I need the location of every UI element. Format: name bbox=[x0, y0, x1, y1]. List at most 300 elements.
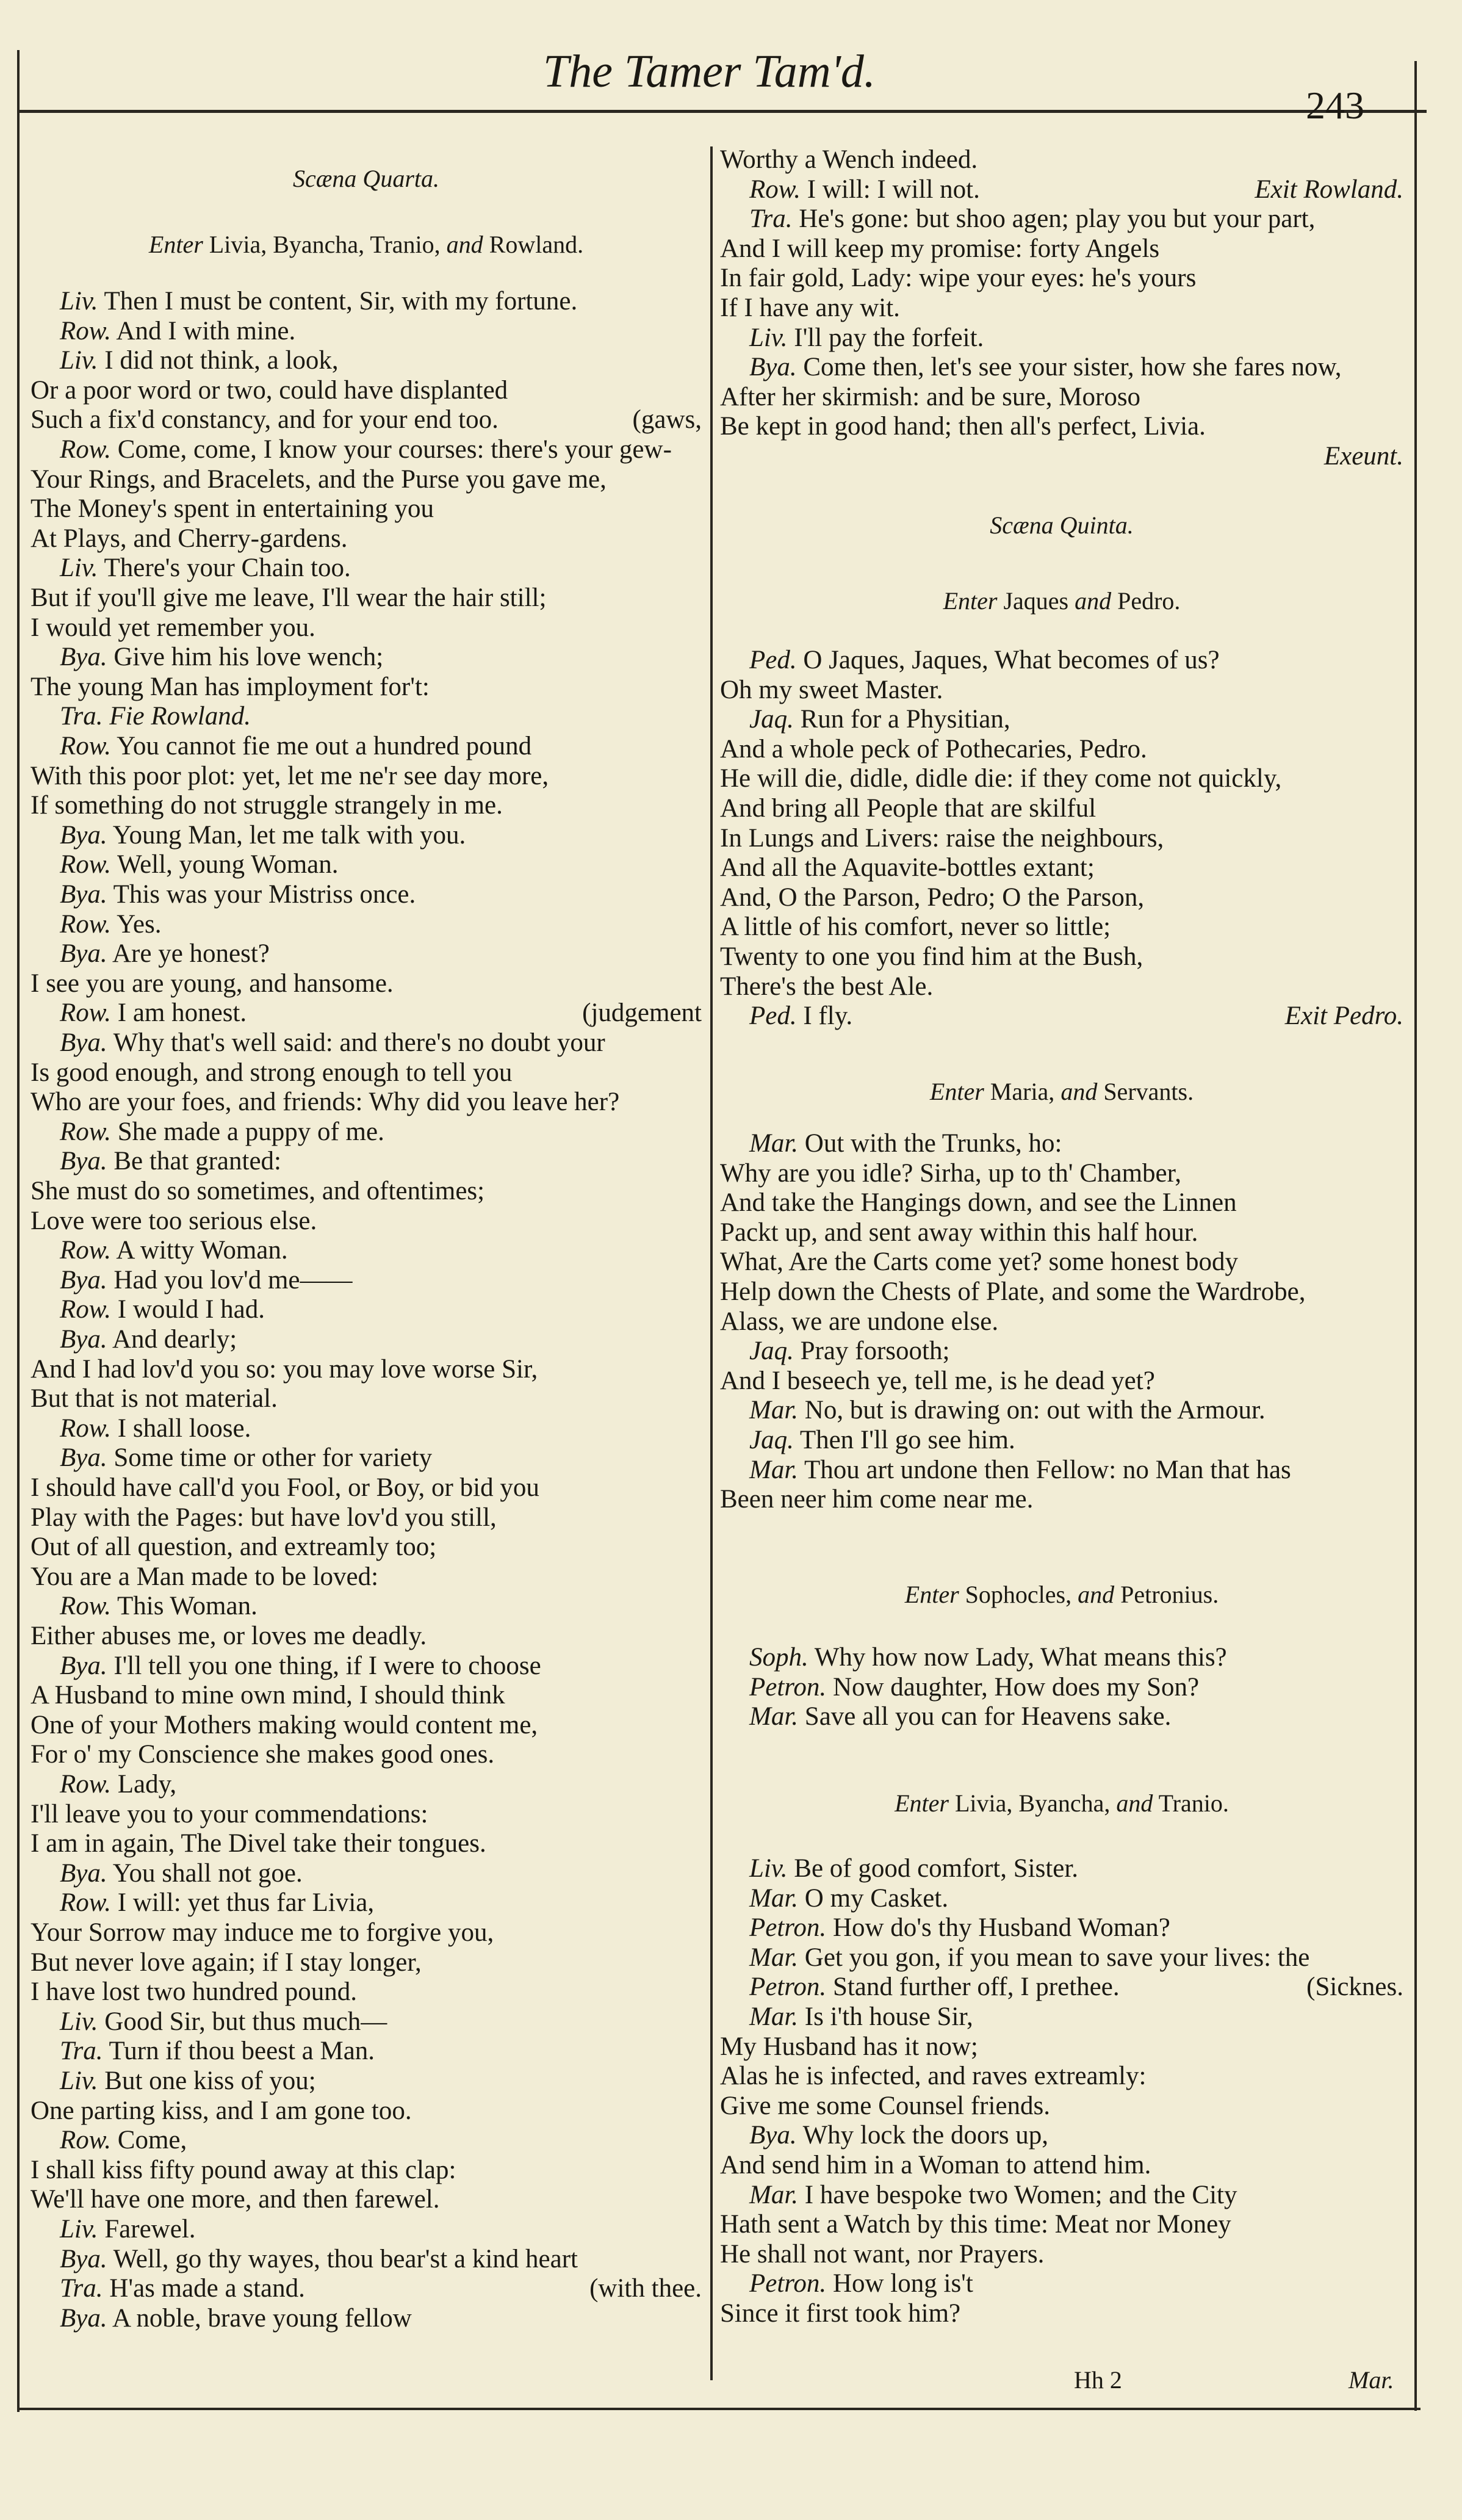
verse-line bbox=[31, 1711, 702, 1740]
verse-line bbox=[31, 1652, 702, 1681]
verse-line bbox=[31, 939, 702, 969]
verse-line bbox=[31, 2067, 702, 2096]
catchword: Mar. bbox=[1349, 2366, 1394, 2394]
line-text: You are a Man made to be loved: bbox=[31, 1562, 379, 1591]
line-text: Then I must be content, Sir, with my fortune. bbox=[104, 287, 578, 316]
line-text: Packt up, and sent away within this half hour. bbox=[720, 1218, 1198, 1247]
line-text: She must do so sometimes, and oftentimes; bbox=[31, 1177, 485, 1205]
line-text: I am honest. bbox=[117, 998, 247, 1028]
speaker-label: Row. bbox=[60, 1236, 112, 1265]
speaker-label: Jaq. bbox=[749, 1426, 794, 1454]
line-text: Why how now Lady, What means this? bbox=[814, 1643, 1227, 1672]
verse-line bbox=[720, 1973, 1403, 2002]
verse-line bbox=[31, 1207, 702, 1236]
verse-line bbox=[31, 2304, 702, 2333]
speaker-label: Liv. bbox=[60, 287, 98, 316]
speaker-label: Row. bbox=[60, 1117, 112, 1146]
speaker-label: Bya. bbox=[60, 880, 107, 909]
speaker-label: Bya. bbox=[60, 820, 107, 850]
verse-line bbox=[31, 346, 702, 375]
line-text: And a whole peck of Pothecaries, Pedro. bbox=[720, 734, 1147, 764]
line-text: But that is not material. bbox=[31, 1384, 278, 1413]
line-text: Alas he is infected, and raves extreamly: bbox=[720, 2062, 1147, 2091]
verse-line bbox=[720, 2269, 1403, 2298]
line-text: At Plays, and Cherry-gardens. bbox=[31, 524, 348, 553]
speaker-label: Soph. bbox=[749, 1643, 808, 1672]
verse-line bbox=[31, 1622, 702, 1651]
verse-line bbox=[31, 1028, 702, 1058]
verse-line bbox=[720, 2151, 1403, 2180]
line-text: Why are you idle? Sirha, up to th' Chamber, bbox=[720, 1158, 1181, 1188]
line-text: O Jaques, Jaques, What becomes of us? bbox=[803, 646, 1220, 674]
speaker-label: Tra. bbox=[60, 2274, 103, 2303]
line-text: How do's thy Husband Woman? bbox=[832, 1913, 1170, 1943]
speaker-label: Mar. bbox=[749, 2180, 799, 2209]
line-text: Either abuses me, or loves me deadly. bbox=[31, 1622, 427, 1650]
line-text: I'll leave you to your commendations: bbox=[31, 1799, 428, 1829]
verse-line bbox=[720, 2210, 1403, 2239]
line-text: I will: I will not. bbox=[807, 175, 980, 204]
verse-line bbox=[31, 880, 702, 909]
verse-line bbox=[720, 1188, 1403, 1218]
scene-title: Scæna Quarta. bbox=[293, 165, 439, 192]
stage-direction-part: Jaques bbox=[1003, 587, 1075, 615]
speaker-label: Row. bbox=[60, 909, 112, 939]
speaker-label: Row. bbox=[60, 1770, 112, 1799]
stage-direction-part: Livia, Byancha, bbox=[955, 1789, 1117, 1817]
line-text: Out with the Trunks, ho: bbox=[804, 1129, 1062, 1158]
speaker-label: Liv. bbox=[60, 554, 98, 583]
line-text: Why that's well said: and there's no doubt your bbox=[113, 1028, 605, 1057]
line-text: I shall loose. bbox=[117, 1413, 251, 1443]
verse-line bbox=[720, 383, 1403, 412]
line-text: I see you are young, and hansome. bbox=[31, 969, 394, 998]
line-text: Who are your foes, and friends: Why did you leave her? bbox=[31, 1088, 620, 1117]
speaker-label: Tra. bbox=[60, 702, 103, 731]
line-text: Your Sorrow may induce me to forgive you, bbox=[31, 1918, 494, 1947]
verse-line bbox=[31, 1266, 702, 1295]
footer-rule bbox=[17, 2408, 1421, 2410]
column-divider bbox=[710, 146, 713, 2380]
verse-line bbox=[720, 1159, 1403, 1188]
header-rule bbox=[17, 110, 1427, 113]
verse-line bbox=[31, 969, 702, 998]
line-text: I'll pay the forfeit. bbox=[794, 323, 984, 352]
verse-line bbox=[720, 323, 1403, 353]
line-right-note: (judgement bbox=[582, 998, 702, 1028]
verse-line bbox=[720, 764, 1403, 793]
line-text: I shall kiss fifty pound away at this clap: bbox=[31, 2155, 456, 2184]
stage-direction-part: Tranio. bbox=[1153, 1789, 1229, 1817]
line-text: Then I'll go see him. bbox=[799, 1426, 1015, 1454]
verse-line bbox=[720, 853, 1403, 883]
verse-line bbox=[31, 2096, 702, 2126]
line-text: Play with the Pages: but have lov'd you still, bbox=[31, 1503, 497, 1532]
line-text: The young Man has imployment for't: bbox=[31, 672, 430, 701]
speaker-label: Petron. bbox=[749, 1973, 827, 2002]
verse-line bbox=[720, 1943, 1403, 1973]
right-border-rule bbox=[1414, 61, 1417, 2411]
line-text: A little of his comfort, never so little; bbox=[720, 912, 1111, 942]
line-text: Come, come, I know your courses: there's your gew- bbox=[117, 435, 672, 464]
stage-direction-part: Livia, Byancha, Tranio, bbox=[209, 231, 447, 258]
line-text: Had you lov'd me—— bbox=[113, 1265, 353, 1294]
verse-line bbox=[31, 1977, 702, 2007]
verse-line bbox=[31, 1829, 702, 1858]
scene-heading bbox=[720, 511, 1403, 540]
speaker-label: Liv. bbox=[60, 346, 98, 375]
verse-line bbox=[31, 494, 702, 524]
verse-line bbox=[720, 294, 1403, 323]
verse-line bbox=[31, 1592, 702, 1621]
speaker-label: Row. bbox=[60, 1592, 112, 1621]
stage-direction-part: and bbox=[1078, 1581, 1115, 1608]
line-text: I have bespoke two Women; and the City bbox=[804, 2180, 1237, 2209]
stage-direction-part: Enter bbox=[904, 1581, 965, 1608]
stage-direction-part: Enter bbox=[929, 1078, 990, 1105]
verse-line bbox=[31, 702, 702, 731]
verse-line bbox=[720, 676, 1403, 705]
verse-line bbox=[31, 2037, 702, 2066]
line-text: And all the Aquavite-bottles extant; bbox=[720, 853, 1095, 883]
verse-line bbox=[31, 1533, 702, 1562]
line-text: Give me some Counsel friends. bbox=[720, 2091, 1050, 2120]
speaker-label: Row. bbox=[60, 732, 112, 760]
line-text: Well, go thy wayes, thou bear'st a kind heart bbox=[113, 2244, 578, 2273]
running-title: The Tamer Tam'd. bbox=[543, 46, 876, 97]
line-text: Hath sent a Watch by this time: Meat nor Money bbox=[720, 2210, 1231, 2239]
verse-line bbox=[31, 762, 702, 791]
verse-line bbox=[720, 2240, 1403, 2269]
scene-heading bbox=[31, 165, 702, 193]
verse-line bbox=[31, 1325, 702, 1354]
speaker-label: Petron. bbox=[749, 1672, 827, 1702]
stage-direction-part: and bbox=[1075, 587, 1112, 615]
speaker-label: Bya. bbox=[60, 1147, 107, 1176]
verse-line bbox=[31, 1355, 702, 1384]
line-text: Fie Rowland. bbox=[109, 702, 251, 731]
line-text: Since it first took him? bbox=[720, 2299, 961, 2328]
line-text: Thou art undone then Fellow: no Man that has bbox=[804, 1455, 1291, 1484]
verse-line bbox=[720, 1913, 1403, 1943]
line-text: And I beseech ye, tell me, is he dead yet? bbox=[720, 1366, 1155, 1395]
line-text: He will die, didle, didle die: if they come not quickly, bbox=[720, 764, 1282, 793]
line-text: A noble, brave young fellow bbox=[112, 2303, 412, 2333]
speaker-label: Mar. bbox=[749, 2002, 799, 2031]
verse-line bbox=[31, 1236, 702, 1265]
verse-line bbox=[720, 1367, 1403, 1396]
line-right-note: (with thee. bbox=[589, 2274, 702, 2303]
line-text: And send him in a Woman to attend him. bbox=[720, 2151, 1151, 2179]
verse-line bbox=[720, 1673, 1403, 1702]
speaker-label: Bya. bbox=[749, 2121, 797, 2150]
verse-line bbox=[31, 673, 702, 702]
line-text: I would yet remember you. bbox=[31, 613, 315, 642]
line-text: Yes. bbox=[117, 909, 162, 939]
verse-line bbox=[720, 883, 1403, 912]
verse-line bbox=[720, 234, 1403, 264]
verse-line bbox=[720, 1002, 1403, 1031]
speaker-label: Tra. bbox=[60, 2037, 103, 2066]
verse-line bbox=[720, 942, 1403, 972]
line-text: Be of good comfort, Sister. bbox=[794, 1854, 1079, 1883]
line-text: And take the Hangings down, and see the Linnen bbox=[720, 1188, 1237, 1218]
line-text: Alass, we are undone else. bbox=[720, 1307, 999, 1336]
speaker-label: Bya. bbox=[60, 1858, 107, 1888]
speaker-label: Mar. bbox=[749, 1702, 799, 1731]
line-text: Good Sir, but thus much— bbox=[104, 2007, 387, 2036]
speaker-label: Liv. bbox=[60, 2215, 98, 2244]
verse-line bbox=[720, 204, 1403, 234]
verse-line bbox=[31, 2274, 702, 2303]
verse-line bbox=[720, 1485, 1403, 1514]
stage-direction bbox=[720, 587, 1403, 615]
verse-line bbox=[720, 264, 1403, 293]
stage-direction-part: Sophocles, bbox=[965, 1581, 1078, 1608]
line-text: This Woman. bbox=[117, 1592, 257, 1621]
line-text: And I with mine. bbox=[116, 316, 296, 345]
line-text: I'll tell you one thing, if I were to choose bbox=[113, 1651, 541, 1680]
speaker-label: Mar. bbox=[749, 1883, 799, 1913]
line-text: A witty Woman. bbox=[116, 1236, 288, 1265]
verse-line bbox=[720, 1643, 1403, 1672]
speaker-label: Bya. bbox=[60, 643, 107, 672]
line-right-note: Exeunt. bbox=[1323, 442, 1403, 471]
stage-direction bbox=[720, 1789, 1403, 1818]
stage-direction-part: and bbox=[1116, 1789, 1153, 1817]
verse-line bbox=[31, 850, 702, 879]
speaker-label: Bya. bbox=[60, 1325, 107, 1354]
speaker-label: Bya. bbox=[60, 1651, 107, 1680]
stage-direction bbox=[31, 231, 702, 259]
verse-line bbox=[31, 583, 702, 613]
verse-line bbox=[720, 353, 1403, 382]
verse-line bbox=[31, 2156, 702, 2185]
line-text: If I have any wit. bbox=[720, 294, 900, 322]
verse-line bbox=[31, 1384, 702, 1413]
line-text: What, Are the Carts come yet? some honest body bbox=[720, 1247, 1239, 1277]
line-text: But if you'll give me leave, I'll wear the hair still; bbox=[31, 583, 547, 612]
verse-line bbox=[720, 1396, 1403, 1425]
verse-line bbox=[720, 705, 1403, 734]
page-number: 243 bbox=[1306, 84, 1364, 127]
speaker-label: Row. bbox=[60, 850, 112, 879]
line-text: No, but is drawing on: out with the Armour. bbox=[804, 1396, 1266, 1425]
left-border-rule bbox=[17, 50, 20, 2412]
line-text: I am in again, The Divel take their tongues. bbox=[31, 1829, 486, 1858]
line-text: In Lungs and Livers: raise the neighbours, bbox=[720, 823, 1164, 853]
line-text: And bring all People that are skilful bbox=[720, 794, 1096, 823]
line-right-note: Exit Pedro. bbox=[1284, 1002, 1403, 1031]
line-text: How long is't bbox=[832, 2269, 973, 2298]
speaker-label: Petron. bbox=[749, 2269, 827, 2298]
verse-line bbox=[720, 2092, 1403, 2121]
verse-line bbox=[31, 1295, 702, 1324]
verse-line bbox=[31, 1800, 702, 1829]
stage-direction-part: Servants. bbox=[1097, 1078, 1194, 1105]
line-text: Is i'th house Sir, bbox=[804, 2002, 973, 2031]
verse-line bbox=[31, 1117, 702, 1147]
verse-line bbox=[720, 1337, 1403, 1366]
line-text: I fly. bbox=[803, 1002, 853, 1031]
line-text: Is good enough, and strong enough to tell you bbox=[31, 1058, 513, 1087]
stage-direction-part: and bbox=[1060, 1078, 1098, 1105]
speaker-label: Liv. bbox=[60, 2067, 98, 2095]
line-text: Save all you can for Heavens sake. bbox=[804, 1702, 1172, 1731]
verse-line bbox=[31, 910, 702, 939]
speaker-label: Mar. bbox=[749, 1396, 799, 1425]
verse-line bbox=[31, 1088, 702, 1117]
verse-line bbox=[720, 2181, 1403, 2210]
line-text: One parting kiss, and I am gone too. bbox=[31, 2096, 412, 2125]
verse-line bbox=[720, 145, 1403, 175]
verse-line bbox=[31, 1681, 702, 1710]
scene-title: Scæna Quinta. bbox=[990, 511, 1134, 539]
line-text: Come, bbox=[117, 2126, 187, 2155]
line-text: Farewel. bbox=[104, 2215, 196, 2244]
stage-direction bbox=[720, 1581, 1403, 1609]
verse-line bbox=[31, 1770, 702, 1799]
speaker-label: Row. bbox=[60, 2126, 112, 2155]
line-text: Love were too serious else. bbox=[31, 1206, 317, 1235]
verse-line bbox=[720, 1307, 1403, 1337]
line-text: She made a puppy of me. bbox=[117, 1117, 384, 1146]
speaker-label: Row. bbox=[60, 998, 112, 1028]
speaker-label: Liv. bbox=[749, 1854, 788, 1883]
verse-line bbox=[31, 2245, 702, 2274]
line-text: Been neer him come near me. bbox=[720, 1485, 1034, 1514]
verse-line bbox=[31, 1888, 702, 1918]
line-text: We'll have one more, and then farewel. bbox=[31, 2185, 440, 2214]
line-text: Be kept in good hand; then all's perfect, Livia. bbox=[720, 412, 1206, 441]
verse-line bbox=[31, 1443, 702, 1473]
stage-direction-part: and bbox=[446, 231, 483, 258]
verse-line bbox=[31, 1147, 702, 1176]
line-text: And dearly; bbox=[112, 1325, 237, 1354]
line-text: For o' my Conscience she makes good ones. bbox=[31, 1740, 495, 1769]
verse-line bbox=[31, 1859, 702, 1888]
speaker-label: Tra. bbox=[749, 204, 793, 234]
line-text: One of your Mothers making would content me, bbox=[31, 1710, 538, 1739]
verse-line bbox=[720, 824, 1403, 853]
verse-line bbox=[31, 2007, 702, 2037]
line-text: Come then, let's see your sister, how she fares now, bbox=[803, 353, 1342, 382]
line-text: Well, young Woman. bbox=[117, 850, 339, 879]
speaker-label: Mar. bbox=[749, 1943, 799, 1972]
line-text: Young Man, let me talk with you. bbox=[112, 820, 466, 850]
speaker-label: Liv. bbox=[749, 323, 788, 352]
line-text: Run for a Physitian, bbox=[800, 705, 1010, 734]
line-text: A Husband to mine own mind, I should think bbox=[31, 1681, 505, 1710]
verse-line bbox=[31, 1562, 702, 1592]
speaker-label: Liv. bbox=[60, 2007, 98, 2036]
verse-line bbox=[31, 613, 702, 643]
verse-line bbox=[31, 465, 702, 494]
stage-direction-part: Rowland. bbox=[483, 231, 584, 258]
verse-line bbox=[720, 972, 1403, 1002]
stage-direction-part: Maria, bbox=[990, 1078, 1061, 1105]
speaker-label: Bya. bbox=[60, 939, 107, 969]
line-text: And I had lov'd you so: you may love worse Sir, bbox=[31, 1354, 538, 1384]
verse-line bbox=[720, 646, 1403, 675]
verse-line bbox=[31, 2185, 702, 2214]
line-text: Why lock the doors up, bbox=[802, 2121, 1049, 2150]
verse-line bbox=[720, 175, 1403, 204]
speaker-label: Ped. bbox=[749, 646, 797, 674]
verse-line bbox=[31, 1918, 702, 1948]
verse-line bbox=[31, 1740, 702, 1769]
verse-line bbox=[31, 1058, 702, 1088]
verse-line bbox=[31, 287, 702, 316]
verse-line bbox=[31, 643, 702, 672]
line-text: There's your Chain too. bbox=[104, 554, 351, 583]
line-text: But never love again; if I stay longer, bbox=[31, 1948, 422, 1977]
verse-line bbox=[720, 2121, 1403, 2150]
line-text: Now daughter, How does my Son? bbox=[832, 1672, 1200, 1702]
line-text: After her skirmish: and be sure, Moroso bbox=[720, 382, 1141, 411]
verse-line bbox=[720, 412, 1403, 441]
line-text: If something do not struggle strangely in me. bbox=[31, 791, 503, 820]
verse-line bbox=[31, 791, 702, 820]
stage-direction-part: Enter bbox=[148, 231, 209, 258]
verse-line bbox=[720, 794, 1403, 823]
line-text: But one kiss of you; bbox=[104, 2067, 316, 2095]
line-text: Pray forsooth; bbox=[800, 1337, 950, 1366]
verse-line bbox=[720, 1277, 1403, 1307]
verse-line bbox=[720, 1129, 1403, 1158]
stage-direction-part: Petronius. bbox=[1114, 1581, 1219, 1608]
speaker-label: Bya. bbox=[60, 1265, 107, 1294]
stage-direction bbox=[720, 1078, 1403, 1106]
speaker-label: Bya. bbox=[60, 2244, 107, 2273]
line-text: Are ye honest? bbox=[112, 939, 270, 969]
speaker-label: Mar. bbox=[749, 1129, 799, 1158]
verse-line bbox=[31, 821, 702, 850]
verse-line bbox=[31, 998, 702, 1028]
line-right-note: (Sicknes. bbox=[1306, 1973, 1403, 2002]
line-text: I have lost two hundred pound. bbox=[31, 1977, 358, 2007]
signature-mark: Hh 2 bbox=[1074, 2366, 1122, 2394]
line-text: Twenty to one you find him at the Bush, bbox=[720, 942, 1143, 971]
verse-line bbox=[31, 732, 702, 761]
line-text: Your Rings, and Bracelets, and the Purse you gave me, bbox=[31, 464, 607, 494]
stage-direction-part: Enter bbox=[895, 1789, 955, 1817]
line-text: H'as made a stand. bbox=[109, 2274, 305, 2303]
verse-line bbox=[31, 376, 702, 405]
line-text: There's the best Ale. bbox=[720, 972, 934, 1001]
verse-line bbox=[720, 1702, 1403, 1731]
speaker-label: Bya. bbox=[60, 1443, 107, 1473]
speaker-label: Bya. bbox=[60, 1028, 107, 1057]
speaker-label: Bya. bbox=[60, 2303, 107, 2333]
line-text: And, O the Parson, Pedro; O the Parson, bbox=[720, 883, 1145, 912]
line-text: You cannot fie me out a hundred pound bbox=[117, 732, 532, 760]
verse-line bbox=[720, 1854, 1403, 1883]
line-text: O my Casket. bbox=[804, 1883, 949, 1913]
verse-line bbox=[31, 2215, 702, 2244]
speaker-label: Petron. bbox=[749, 1913, 827, 1943]
line-text: He's gone: but shoo agen; play you but your part, bbox=[799, 204, 1316, 234]
verse-line bbox=[720, 1247, 1403, 1277]
line-text: Oh my sweet Master. bbox=[720, 675, 943, 704]
line-text: Worthy a Wench indeed. bbox=[720, 145, 978, 174]
line-text: Turn if thou beest a Man. bbox=[109, 2037, 375, 2066]
verse-line bbox=[720, 912, 1403, 942]
speaker-label: Row. bbox=[60, 1888, 112, 1918]
speaker-label: Jaq. bbox=[749, 705, 794, 734]
verse-line bbox=[720, 2062, 1403, 2091]
speaker-label: Row. bbox=[60, 1413, 112, 1443]
